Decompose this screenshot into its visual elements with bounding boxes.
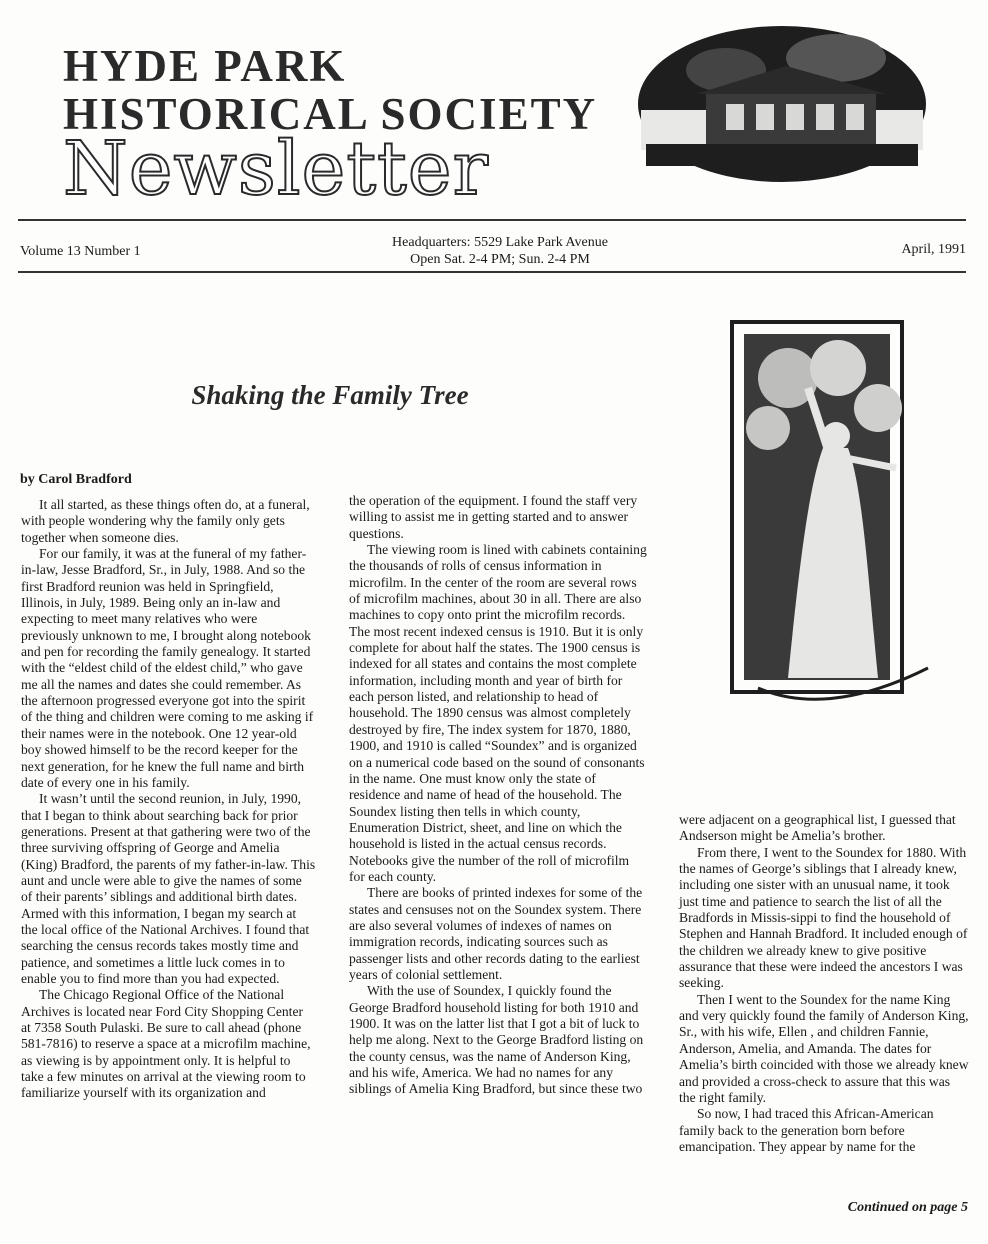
masthead-line-2: HISTORICAL SOCIETY xyxy=(63,89,598,139)
headquarters-address: Headquarters: 5529 Lake Park Avenue xyxy=(392,235,608,250)
volume-number: Volume 13 Number 1 xyxy=(20,244,141,259)
paragraph: With the use of Soundex, I quickly found the George Bradford household listing for both 1910 and 1900. It was on the latter list that I got a bit of luck to help me along. Next to the George Bradford listing on the county census, was the name of Anderson King, and his wife, America. We had no names for any siblings of Amelia King Bradford, but since these two xyxy=(349,983,644,1097)
paragraph: The Chicago Regional Office of the National Archives is located near Ford City Shopping Center at 7358 South Pulaski. Be sure to call ahead (phone 581-7816) to reserve a space at a microfilm machine, as viewing is by appointment only. It is helpful to take a few minutes on arrival at the viewing room to familiarize yourself with its organization and xyxy=(21,987,311,1101)
paragraph: It wasn’t until the second reunion, in July, 1990, that I began to think about searching back for prior generations. Present at that gathering were two of the three surviving offspring of George and Amelia (King) Bradford, the parents of my father-in-law. This aunt and uncle were able to give the names of some of their parents’ siblings and additional birth dates. Armed with this information, I began my search at the local office of the National Archives. I found that searching the census records takes mostly time and patience, and sometimes a little luck comes in to enable you to find more than you had expected. xyxy=(21,791,316,986)
paragraph: For our family, it was at the funeral of my father-in-law, Jesse Bradford, Sr., in July, 1988. And so the first Bradford reunion was held in Springfield, Illinois, in July, 1989. Being only an in-law and expecting to meet many relatives who were previously unknown to me, I brought along notebook and pen for recording the family genealogy. It started with the “eldest child of the eldest child,” who gave me all the names and dates she could remember. As the afternoon progressed everyone got into the spirit of the thing and children were coming to me asking if their names were in the notebook. One 12 year-old boy showed himself to be the record keeper for the next generation, for he knew the full name and birth date of every one in his family. xyxy=(21,546,314,790)
paragraph: Then I went to the Soundex for the name King and very quickly found the family of Anderson King, Sr., with his wife, Ellen , and children Fannie, Anderson, Amelia, and Amanda. The dates for Amelia’s birth coincided with those we already knew and provided a cross-check to assure that this was the right family. xyxy=(679,991,969,1105)
paragraph: It all started, as these things often do, at a funeral, with people wondering why the family only gets together when someone dies. xyxy=(21,497,310,545)
paragraph: the operation of the equipment. I found the staff very willing to assist me in getting started and to answer questions. xyxy=(349,493,638,541)
headquarters-info xyxy=(290,234,710,268)
masthead-newsletter-wordmark: Newsletter xyxy=(63,126,489,212)
header-rule-top xyxy=(18,219,966,221)
headquarters-hours: Open Sat. 2-4 PM; Sun. 2-4 PM xyxy=(410,252,590,267)
article-column-1 xyxy=(21,497,316,1102)
paragraph: The viewing room is lined with cabinets containing the thousands of rolls of census information in microfilm. In the center of the room are several rows of microfilm machines, about 30 in all. There are also machines to copy onto print the microfilm records. The most recent indexed census is 1910. But it is only complete for about half the states. The 1900 census is indexed for all states and contains the most complete information, including month and year of birth for each person listed, and relationship to head of household. The 1890 census was almost completely destroyed by fire, The index system for 1870, 1880, 1900, and 1910 is called “Soundex” and is organized on a numerical code based on the sound of consonants in the name. One must know only the state of residence and name of head of the household. The Soundex listing then tells in which county, Enumeration District, sheet, and line on which the household is listed in the actual census records. Notebooks give the number of the roll of microfilm for each county. xyxy=(349,542,647,884)
header-rule-bottom xyxy=(18,271,966,273)
paragraph: From there, I went to the Soundex for 1880. With the names of George’s siblings that I already knew, including one sister with an unusual name, it took just time and patience to search the list of all the Bradfords in Missis-sippi to find the household of Stephen and Hannah Bradford. It included enough of the children we already knew to give positive assurance that these were indeed the ancestors I was seeking. xyxy=(679,844,968,991)
paragraph: So now, I had traced this African-American family back to the generation born before emancipation. They appear by name for the xyxy=(679,1106,934,1154)
paragraph: were adjacent on a geographical list, I guessed that Andserson might be Amelia’s brother. xyxy=(679,812,956,844)
article-column-3 xyxy=(679,812,969,1155)
article-byline: by Carol Bradford xyxy=(20,472,132,487)
article-title: Shaking the Family Tree xyxy=(191,380,469,410)
issue-date: April, 1991 xyxy=(901,242,966,257)
paragraph: There are books of printed indexes for some of the states and censuses not on the Soundex system. There are also several volumes of indexes of names on immigration records, indicating sources such as passenger lists and other records dating to the earliest years of colonial settlement. xyxy=(349,885,643,982)
masthead-line-1: HYDE PARK xyxy=(63,41,347,91)
woman-picking-flowers-illustration xyxy=(728,318,938,738)
article-column-2 xyxy=(349,493,647,1098)
station-building-logo xyxy=(636,18,928,190)
continued-on-page-link: Continued on page 5 xyxy=(847,1200,968,1215)
